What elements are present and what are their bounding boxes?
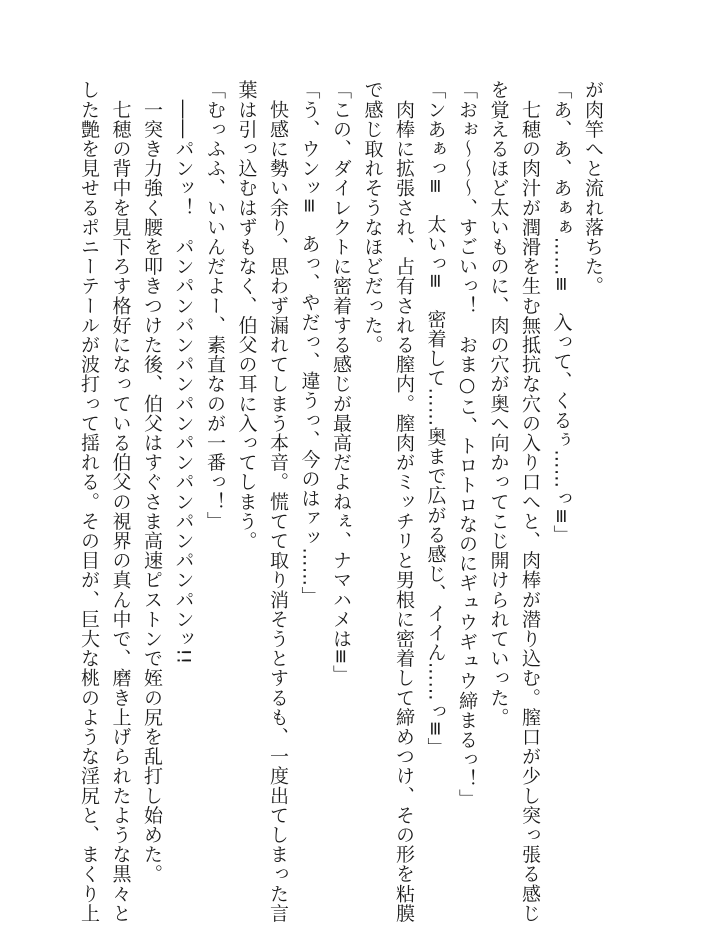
text-line-1: が肉竿へと流れ落ちた。 — [582, 80, 604, 296]
text-line-6: 「ンあぁっ≡ 太いっ≡ 密着して……奥まで広がる感じ、イイん……っ≡」 — [424, 80, 447, 757]
text-line-16: 七穂の背中を見下ろす格好になっている伯父の視界の真ん中で、磨き上げられたような黒々と — [109, 80, 132, 923]
text-line-2: 「あ、あ、あぁぁ……≡ 入って、くるぅ……っ≡」 — [550, 80, 573, 545]
text-line-4: を覚えるほど太いものに、肉の穴が奥へ向かってこじ開けられていった。 — [487, 80, 510, 727]
text-line-3: 七穂の肉汁が潤滑を生む無抵抗な穴の入り口へと、肉棒が潜り込む。膣口が少し突っ張る感じ — [519, 80, 541, 923]
text-line-12: 葉は引っ込むはずもなく、伯父の耳に入ってしまう。 — [235, 80, 258, 551]
text-line-15: 一突き力強く腰を叩きつけた後、伯父はすぐさま高速ピストンで姪の尻を乱打し始めた。 — [141, 80, 163, 884]
vertical-text-body — [73, 80, 609, 923]
text-line-14: ――パンッ！ パンパンパンパンパンパンパンパンパンパンッ!! — [172, 80, 195, 665]
text-line-9: 「この、ダイレクトに密着する感じが最高だよねぇ、ナマハメは≡」 — [330, 80, 352, 685]
text-line-13: 「むっふふ、いいんだよー、素直なのが一番っ！」 — [204, 80, 226, 531]
text-line-8: で感じ取れそうなほどだった。 — [361, 80, 384, 355]
text-line-17: した艶を見せるポニーテールが波打って揺れる。その目が、巨大な桃のような淫尻と、まくり上 — [78, 80, 100, 923]
text-line-5: 「おぉ～～～、すごいっ！ おま○こ、トロトロなのにギュウギュウ締まるっ！」 — [456, 80, 478, 809]
text-line-10: 「う、ウンッ≡ あっ、やだっ、違うっ、今のはァッ……」 — [298, 80, 321, 607]
text-line-11: 快感に勢い余り、思わず漏れてしまう本音。慌てて取り消そうとするも、一度出てしまった言 — [267, 80, 289, 923]
text-line-7: 肉棒に拡張され、占有される膣内。膣肉がミッチリと男根に密着して締めつけ、その形を粘膜 — [393, 80, 415, 923]
